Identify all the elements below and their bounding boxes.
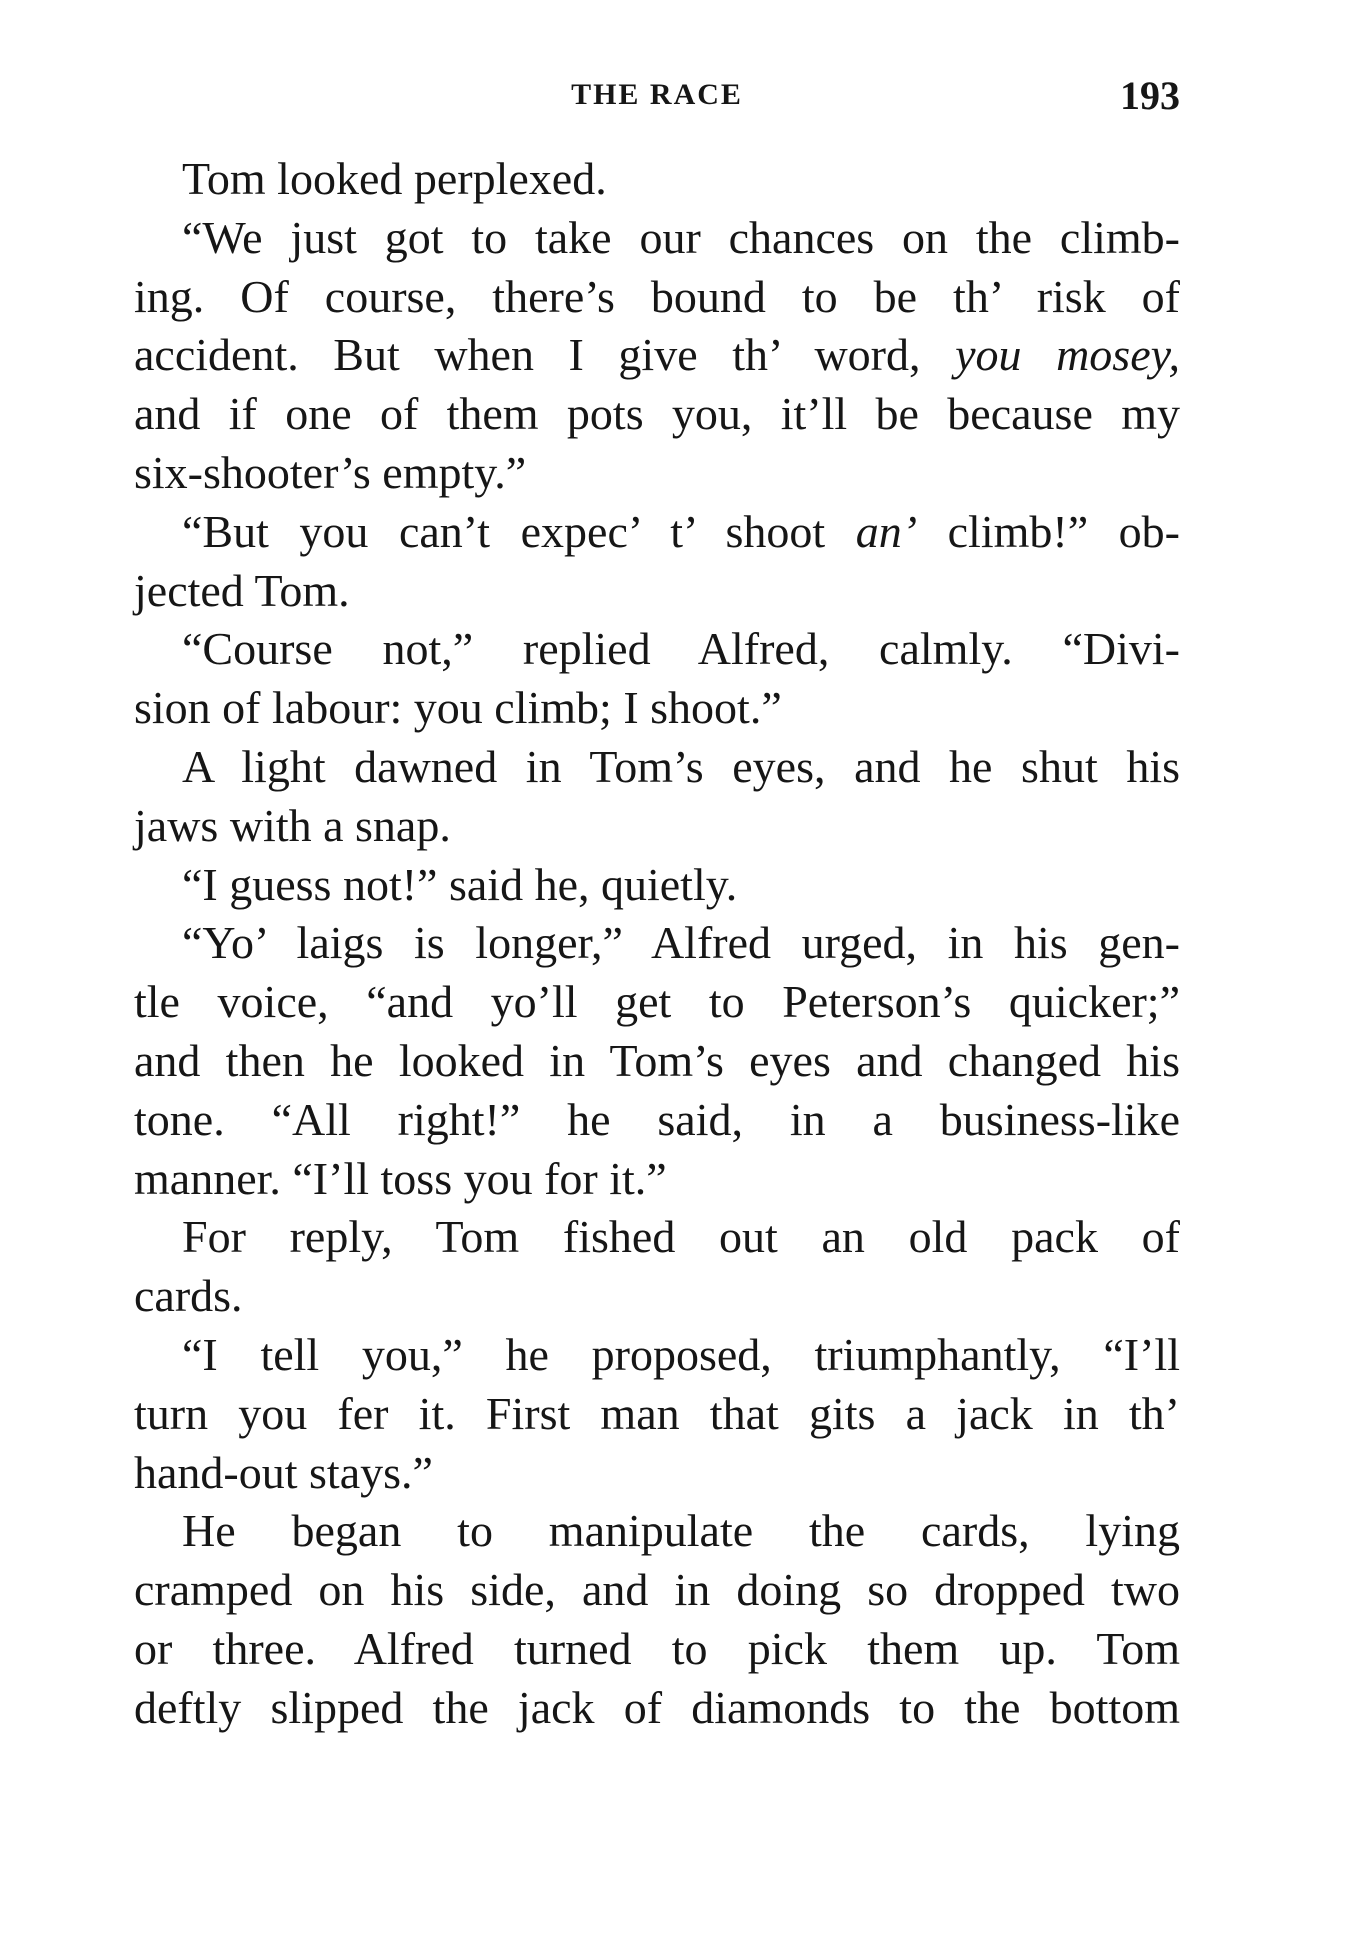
text-line: “We just got to take our chances on the climb- [182, 211, 1180, 263]
text-line: and then he looked in Tom’s eyes and changed his [134, 1034, 1180, 1086]
text-line: and if one of them pots you, it’ll be because my [134, 388, 1180, 440]
italic-word: an’ [855, 505, 918, 557]
text-line: A light dawned in Tom’s eyes, and he shut his [182, 740, 1180, 792]
text-line: “Yo’ laigs is longer,” Alfred urged, in his gen- [182, 917, 1180, 969]
text-line: jected Tom. [134, 564, 350, 616]
text-line: hand-out stays.” [134, 1446, 433, 1498]
page-number: 193 [1120, 73, 1180, 118]
text-line: “I tell you,” he proposed, triumphantly, “I’ll [182, 1328, 1180, 1380]
italic-phrase: you mosey, [955, 329, 1180, 381]
text-line: Tom looked perplexed. [182, 153, 607, 204]
text-line: sion of labour: you climb; I shoot.” [134, 682, 782, 734]
text-line: “I guess not!” said he, quietly. [182, 858, 738, 910]
text-line: cramped on his side, and in doing so dropped two [134, 1564, 1180, 1616]
running-head [134, 72, 1180, 122]
text-line: jaws with a snap. [134, 799, 451, 851]
running-title: THE RACE [571, 78, 743, 111]
text-line: accident. But when I give th’ word, you mosey, [134, 329, 1180, 381]
text-line: tone. “All right!” he said, in a business-like [134, 1093, 1180, 1145]
body-text [134, 150, 1180, 1738]
text-line: manner. “I’ll toss you for it.” [134, 1152, 667, 1204]
text-line: “Course not,” replied Alfred, calmly. “Divi- [182, 623, 1180, 675]
text-line: turn you fer it. First man that gits a jack in th’ [134, 1387, 1180, 1439]
text-line: six-shooter’s empty.” [134, 446, 527, 498]
text-line: For reply, Tom fished out an old pack of [182, 1211, 1180, 1263]
text-line: He began to manipulate the cards, lying [182, 1505, 1180, 1557]
text-line: ing. Of course, there’s bound to be th’ risk of [134, 270, 1180, 322]
text-line: “But you can’t expec’ t’ shoot an’ climb!” ob- [182, 505, 1180, 557]
text-line: cards. [134, 1270, 243, 1322]
text-line: tle voice, “and yo’ll get to Peterson’s quicker;” [134, 976, 1180, 1028]
text-line: or three. Alfred turned to pick them up. Tom [134, 1622, 1180, 1674]
text-line: deftly slipped the jack of diamonds to the bottom [134, 1681, 1180, 1733]
